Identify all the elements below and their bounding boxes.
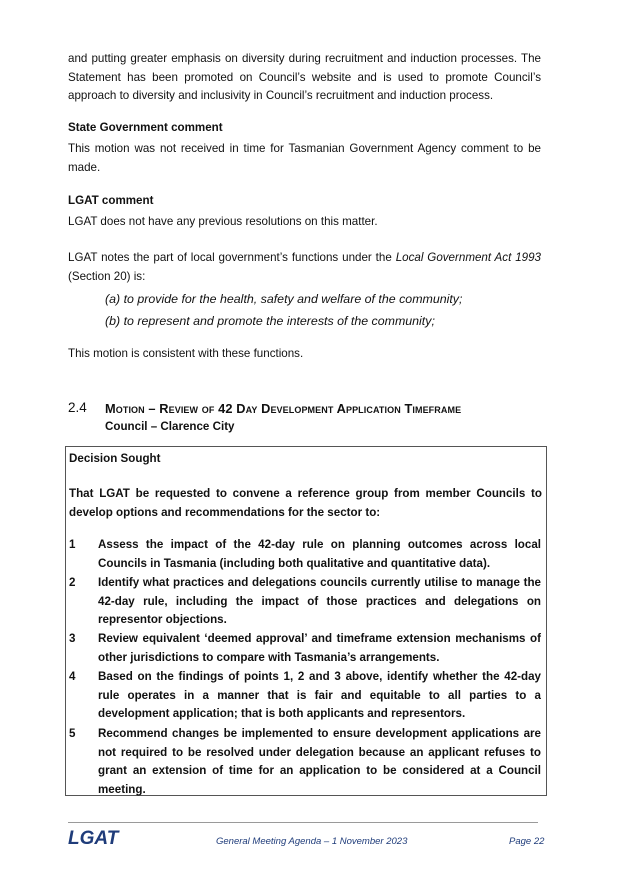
decision-heading: Decision Sought [69, 452, 161, 465]
item-text: Identify what practices and delegations councils currently utilise to manage the 42-day rule, including the impact of those practices and delegations on representor objections. [98, 576, 541, 626]
decision-intro: That LGAT be requested to convene a reference group from member Councils to develop options and recommendations for the sector to: [69, 487, 542, 519]
lgat-text: LGAT does not have any previous resolutions on this matter. [68, 215, 378, 228]
lgat-heading: LGAT comment [68, 194, 154, 207]
lgat-notes [68, 249, 541, 286]
section-title: Motion – Review of 42 Day Development Application Timeframe [105, 401, 462, 416]
state-gov-text: This motion was not received in time for Tasmanian Government Agency comment to be made. [68, 142, 541, 174]
decision-box [65, 446, 547, 796]
footer-meeting: General Meeting Agenda – 1 November 2023 [216, 836, 408, 847]
state-gov-heading: State Government comment [68, 121, 223, 134]
section-number: 2.4 [68, 400, 87, 415]
item-text: Based on the findings of points 1, 2 and 3 above, identify whether the 42-day rule operates in a manner that is fair and equitable to all parties to a development application; that is both applicants and representors. [98, 670, 541, 720]
item-text: Review equivalent ‘deemed approval’ and timeframe extension mechanisms of other jurisdictions to compare with Tasmania’s arrangements. [98, 632, 541, 664]
quote-b: (b) to represent and promote the interests of the community; [105, 314, 435, 328]
item-number: 3 [69, 632, 76, 645]
lgat-notes-post: (Section 20) is: [68, 269, 146, 283]
item-number: 1 [69, 538, 76, 551]
act-name: Local Government Act 1993 [395, 251, 541, 264]
consistent-text: This motion is consistent with these functions. [68, 347, 304, 360]
quote-a: (a) to provide for the health, safety and welfare of the community; [105, 292, 463, 306]
lgat-notes-pre: LGAT notes the part of local government’s functions under the [68, 251, 396, 264]
item-text: Assess the impact of the 42-day rule on planning outcomes across local Councils in Tasmania (including both qualitative and quantitative data). [98, 538, 541, 570]
item-number: 4 [69, 670, 76, 683]
lgat-logo: LGAT [68, 828, 119, 849]
footer-page-number: Page 22 [509, 836, 545, 847]
intro-paragraph: and putting greater emphasis on diversity during recruitment and induction processes. The Statement has been promoted on Council’s website and is used to promote Council’s approach to diversity and inclusivity in Council’s recruitment and induction process. [68, 52, 541, 102]
item-number: 2 [69, 576, 76, 589]
item-number: 5 [69, 727, 76, 740]
section-council: Council – Clarence City [105, 420, 235, 433]
item-text: Recommend changes be implemented to ensure development applications are not required to be resolved under delegation because an applicant refuses to grant an extension of time for an application to be considered at a Council meeting. [98, 727, 541, 796]
footer-divider [68, 822, 538, 823]
